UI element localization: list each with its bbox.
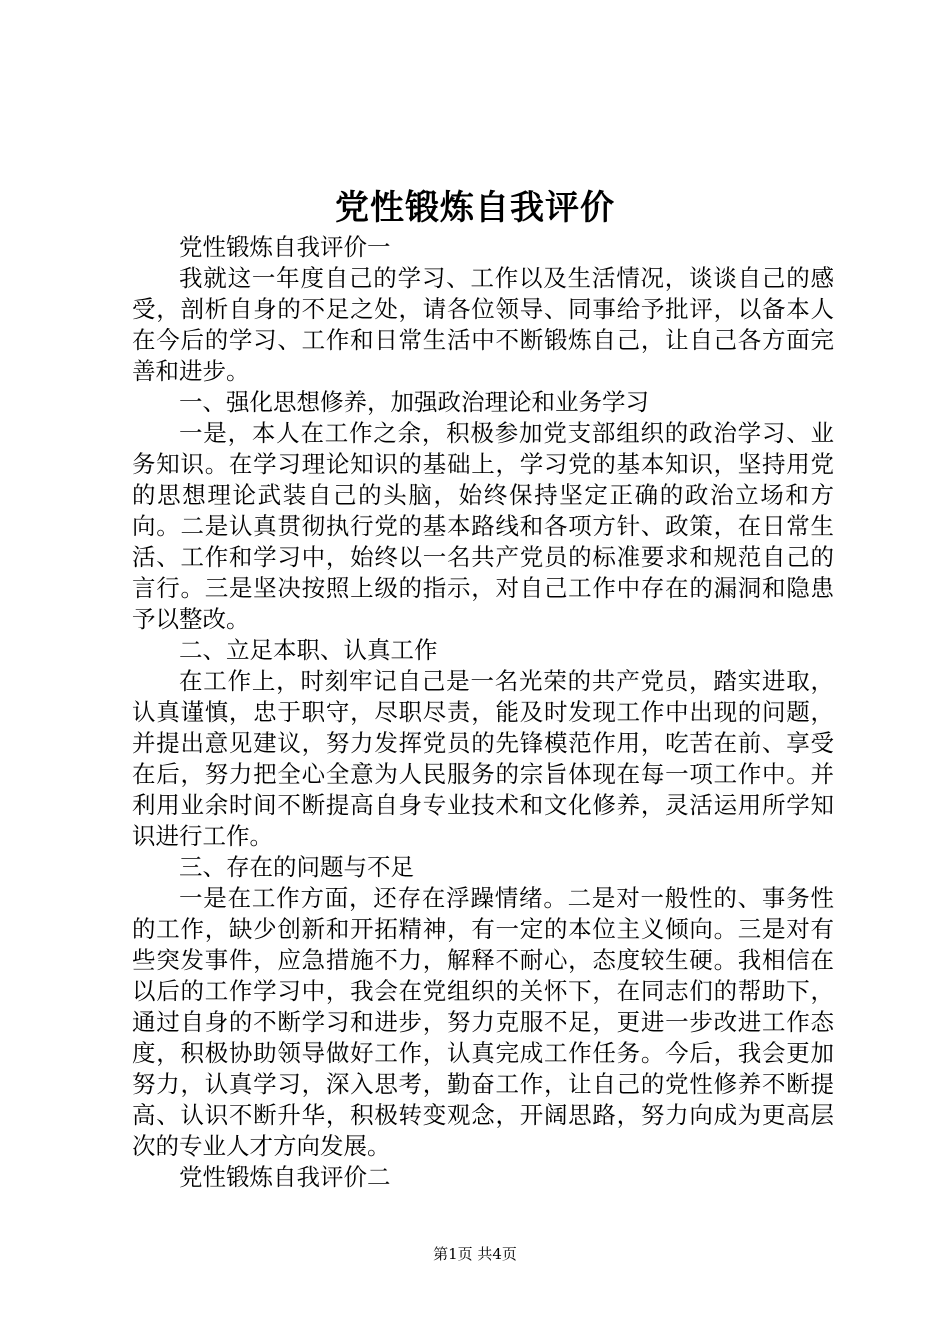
paragraph: 在工作上，时刻牢记自己是一名光荣的共产党员，踏实进取，认真谨慎，忠于职守，尽职尽责，能及时发现工作中出现的问题，并提出意见建议，努力发挥党员的先锋模范作用，吃苦在前、享受在后，努力把全心全意为人民服务的宗旨体现在每一项工作中。并利用业余时间不断提高自身专业技术和文化修养，灵活运用所学知识进行工作。 [132,667,834,850]
paragraph: 一是，本人在工作之余，积极参加党支部组织的政治学习、业务知识。在学习理论知识的基础上，学习党的基本知识，坚持用党的思想理论武装自己的头脑，始终保持坚定正确的政治立场和方向。二是认真贯彻执行党的基本路线和各项方针、政策，在日常生活、工作和学习中，始终以一名共产党员的标准要求和规范自己的言行。三是坚决按照上级的指示，对自己工作中存在的漏洞和隐患予以整改。 [132,419,834,633]
paragraph: 一是在工作方面，还存在浮躁情绪。二是对一般性的、事务性的工作，缺少创新和开拓精神，有一定的本位主义倾向。三是对有些突发事件，应急措施不力，解释不耐心，态度较生硬。我相信在以后的工作学习中，我会在党组织的关怀下，在同志们的帮助下，通过自身的不断学习和进步，努力克服不足，更进一步改进工作态度，积极协助领导做好工作，认真完成工作任务。今后，我会更加努力，认真学习，深入思考，勤奋工作，让自己的党性修养不断提高、认识不断升华，积极转变观念，开阔思路，努力向成为更高层次的专业人才方向发展。 [132,884,834,1160]
section-heading: 二、立足本职、认真工作 [179,636,438,664]
section-heading: 一、强化思想修养，加强政治理论和业务学习 [179,388,649,416]
page-footer: 第1页 共4页 [433,1245,517,1263]
section-heading: 三、存在的问题与不足 [179,853,414,881]
paragraph: 我就这一年度自己的学习、工作以及生活情况，谈谈自己的感受，剖析自身的不足之处，请各位领导、同事给予批评，以备本人在今后的学习、工作和日常生活中不断锻炼自己，让自己各方面完善和进步。 [132,264,834,385]
section-heading: 党性锻炼自我评价一 [179,233,391,261]
document-body [132,232,834,1193]
section-heading: 党性锻炼自我评价二 [179,1163,391,1191]
page-title: 党性锻炼自我评价 [335,188,615,228]
